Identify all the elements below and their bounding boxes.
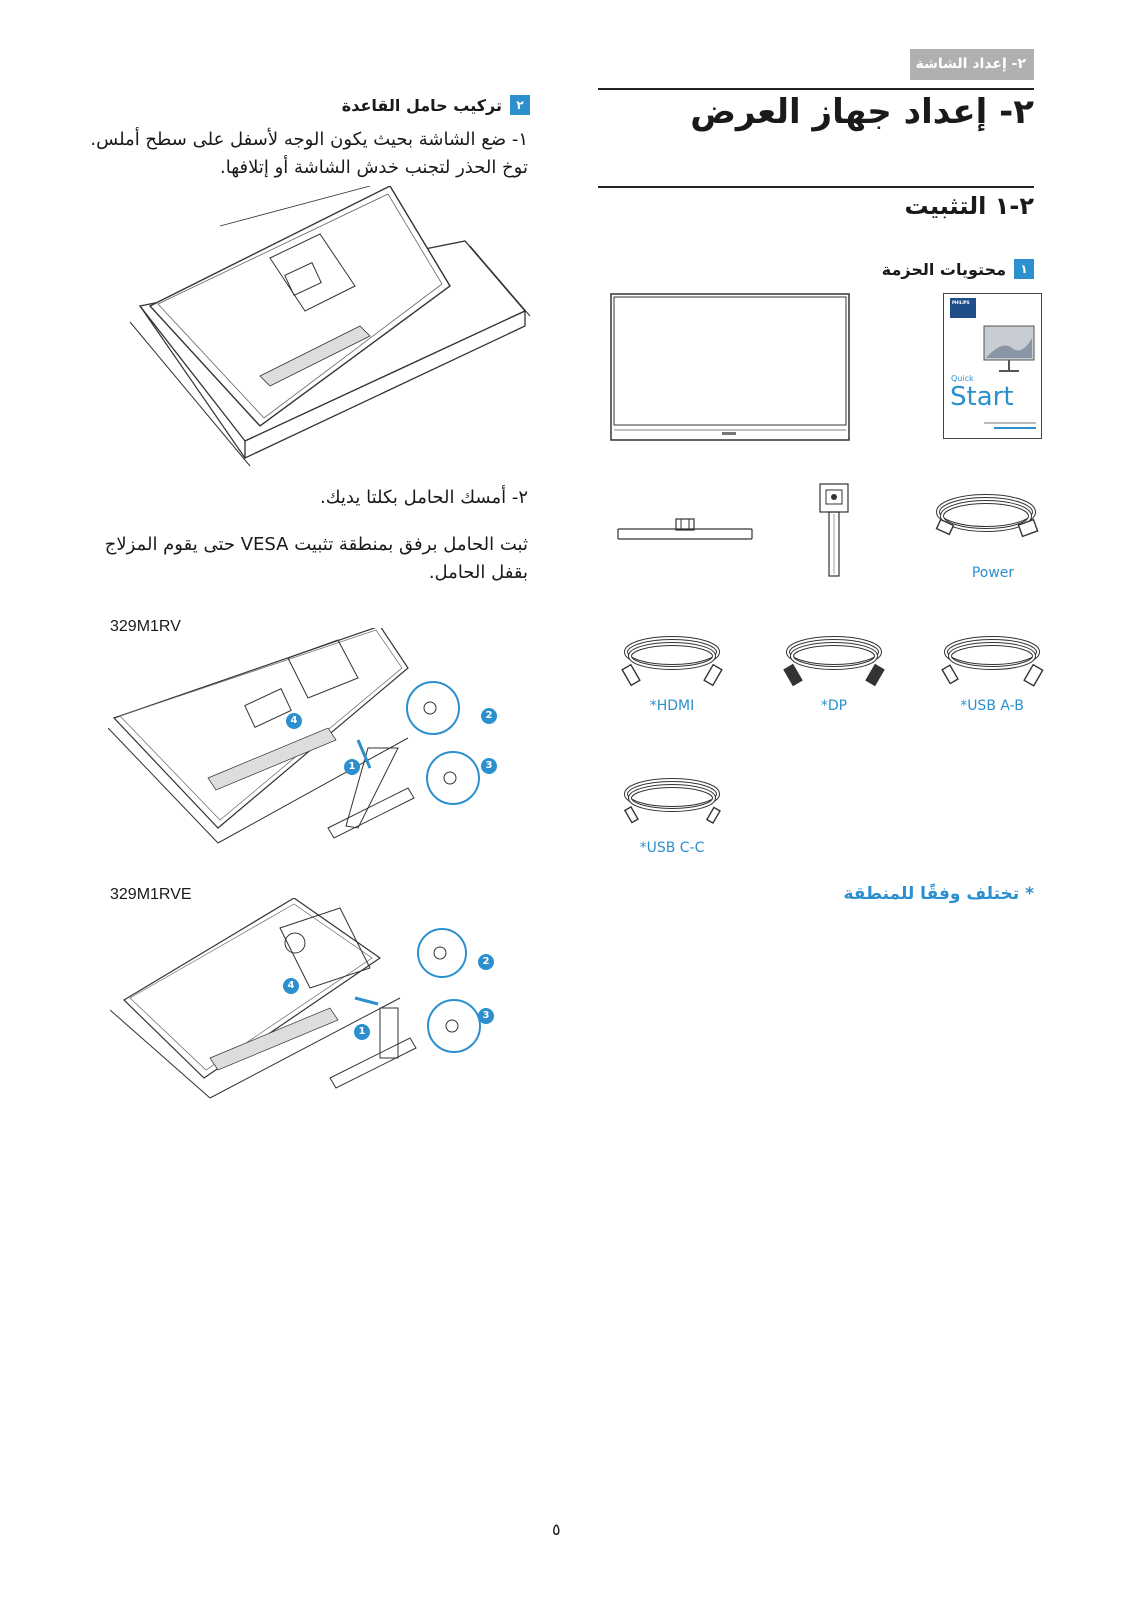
usb-ab-cable-icon xyxy=(934,630,1050,690)
region-note: * تختلف وفقًا للمنطقة xyxy=(843,884,1034,904)
title-rule-top xyxy=(598,88,1034,90)
package-contents-heading xyxy=(882,259,1034,279)
page-number: ٥ xyxy=(552,1520,561,1539)
power-cable-label: Power xyxy=(971,565,1015,581)
philips-logo-block xyxy=(950,298,976,318)
model-label-329m1rv: 329M1RV xyxy=(110,618,181,635)
stand-base-illustration xyxy=(616,515,754,543)
usb-cc-cable-label: *USB C-C xyxy=(639,840,705,856)
monitor-thumbnail-icon xyxy=(982,320,1038,374)
callout-4: 4 xyxy=(283,978,299,994)
guide-fineprint-line xyxy=(984,422,1036,424)
base-assembly-heading xyxy=(342,95,530,115)
callout-2: 2 xyxy=(478,954,494,970)
hdmi-cable-icon xyxy=(614,630,730,690)
guide-fineprint-link xyxy=(994,427,1036,429)
base-assembly-label: تركيب حامل القاعدة xyxy=(341,95,502,115)
usb-cc-cable-icon xyxy=(614,772,730,832)
callout-4: 4 xyxy=(286,713,302,729)
step-1-text: ١- ضع الشاشة بحيث يكون الوجه لأسفل على سطح أملس. توخ الحذر لتجنب خدش الشاشة أو إتلافها. xyxy=(90,129,528,178)
page-title: ٢- إعداد جهاز العرض xyxy=(690,92,1034,132)
step-2-text: ٢- أمسك الحامل بكلتا يديك. xyxy=(320,487,528,508)
philips-brand-text: PHILIPS xyxy=(952,300,970,305)
power-cable-icon xyxy=(930,488,1042,546)
start-label: Start xyxy=(950,382,1014,412)
section-title: ٢-١ التثبيت xyxy=(904,192,1034,220)
stand-neck-illustration xyxy=(818,482,852,580)
callout-1: 1 xyxy=(354,1024,370,1040)
stand-attach-illustration-rv xyxy=(108,628,518,858)
hdmi-cable-label: *HDMI xyxy=(649,698,695,714)
callout-2: 2 xyxy=(481,708,497,724)
monitor-facedown-illustration xyxy=(120,186,540,478)
callout-3: 3 xyxy=(481,758,497,774)
stand-attach-illustration-rve xyxy=(110,898,520,1120)
dp-cable-label: *DP xyxy=(820,698,848,714)
title-rule-bottom xyxy=(598,186,1034,188)
heading-number-badge: ٢ xyxy=(510,95,530,115)
dp-cable-icon xyxy=(776,630,892,690)
section-tab: ٢- إعداد الشاشة xyxy=(910,49,1034,80)
step-2-detail-text: ثبت الحامل برفق بمنطقة تثبيت VESA حتى يقوم المزلاج بقفل الحامل. xyxy=(104,534,528,583)
quick-start-guide xyxy=(943,293,1042,439)
callout-3: 3 xyxy=(478,1008,494,1024)
callout-1: 1 xyxy=(344,759,360,775)
monitor-illustration xyxy=(610,293,850,441)
package-contents-label: محتويات الحزمة xyxy=(881,259,1006,279)
usb-ab-cable-label: *USB A-B xyxy=(960,698,1024,714)
quick-label: Quick xyxy=(951,374,974,383)
model-label-329m1rve: 329M1RVE xyxy=(110,886,192,903)
heading-number-badge: ١ xyxy=(1014,259,1034,279)
